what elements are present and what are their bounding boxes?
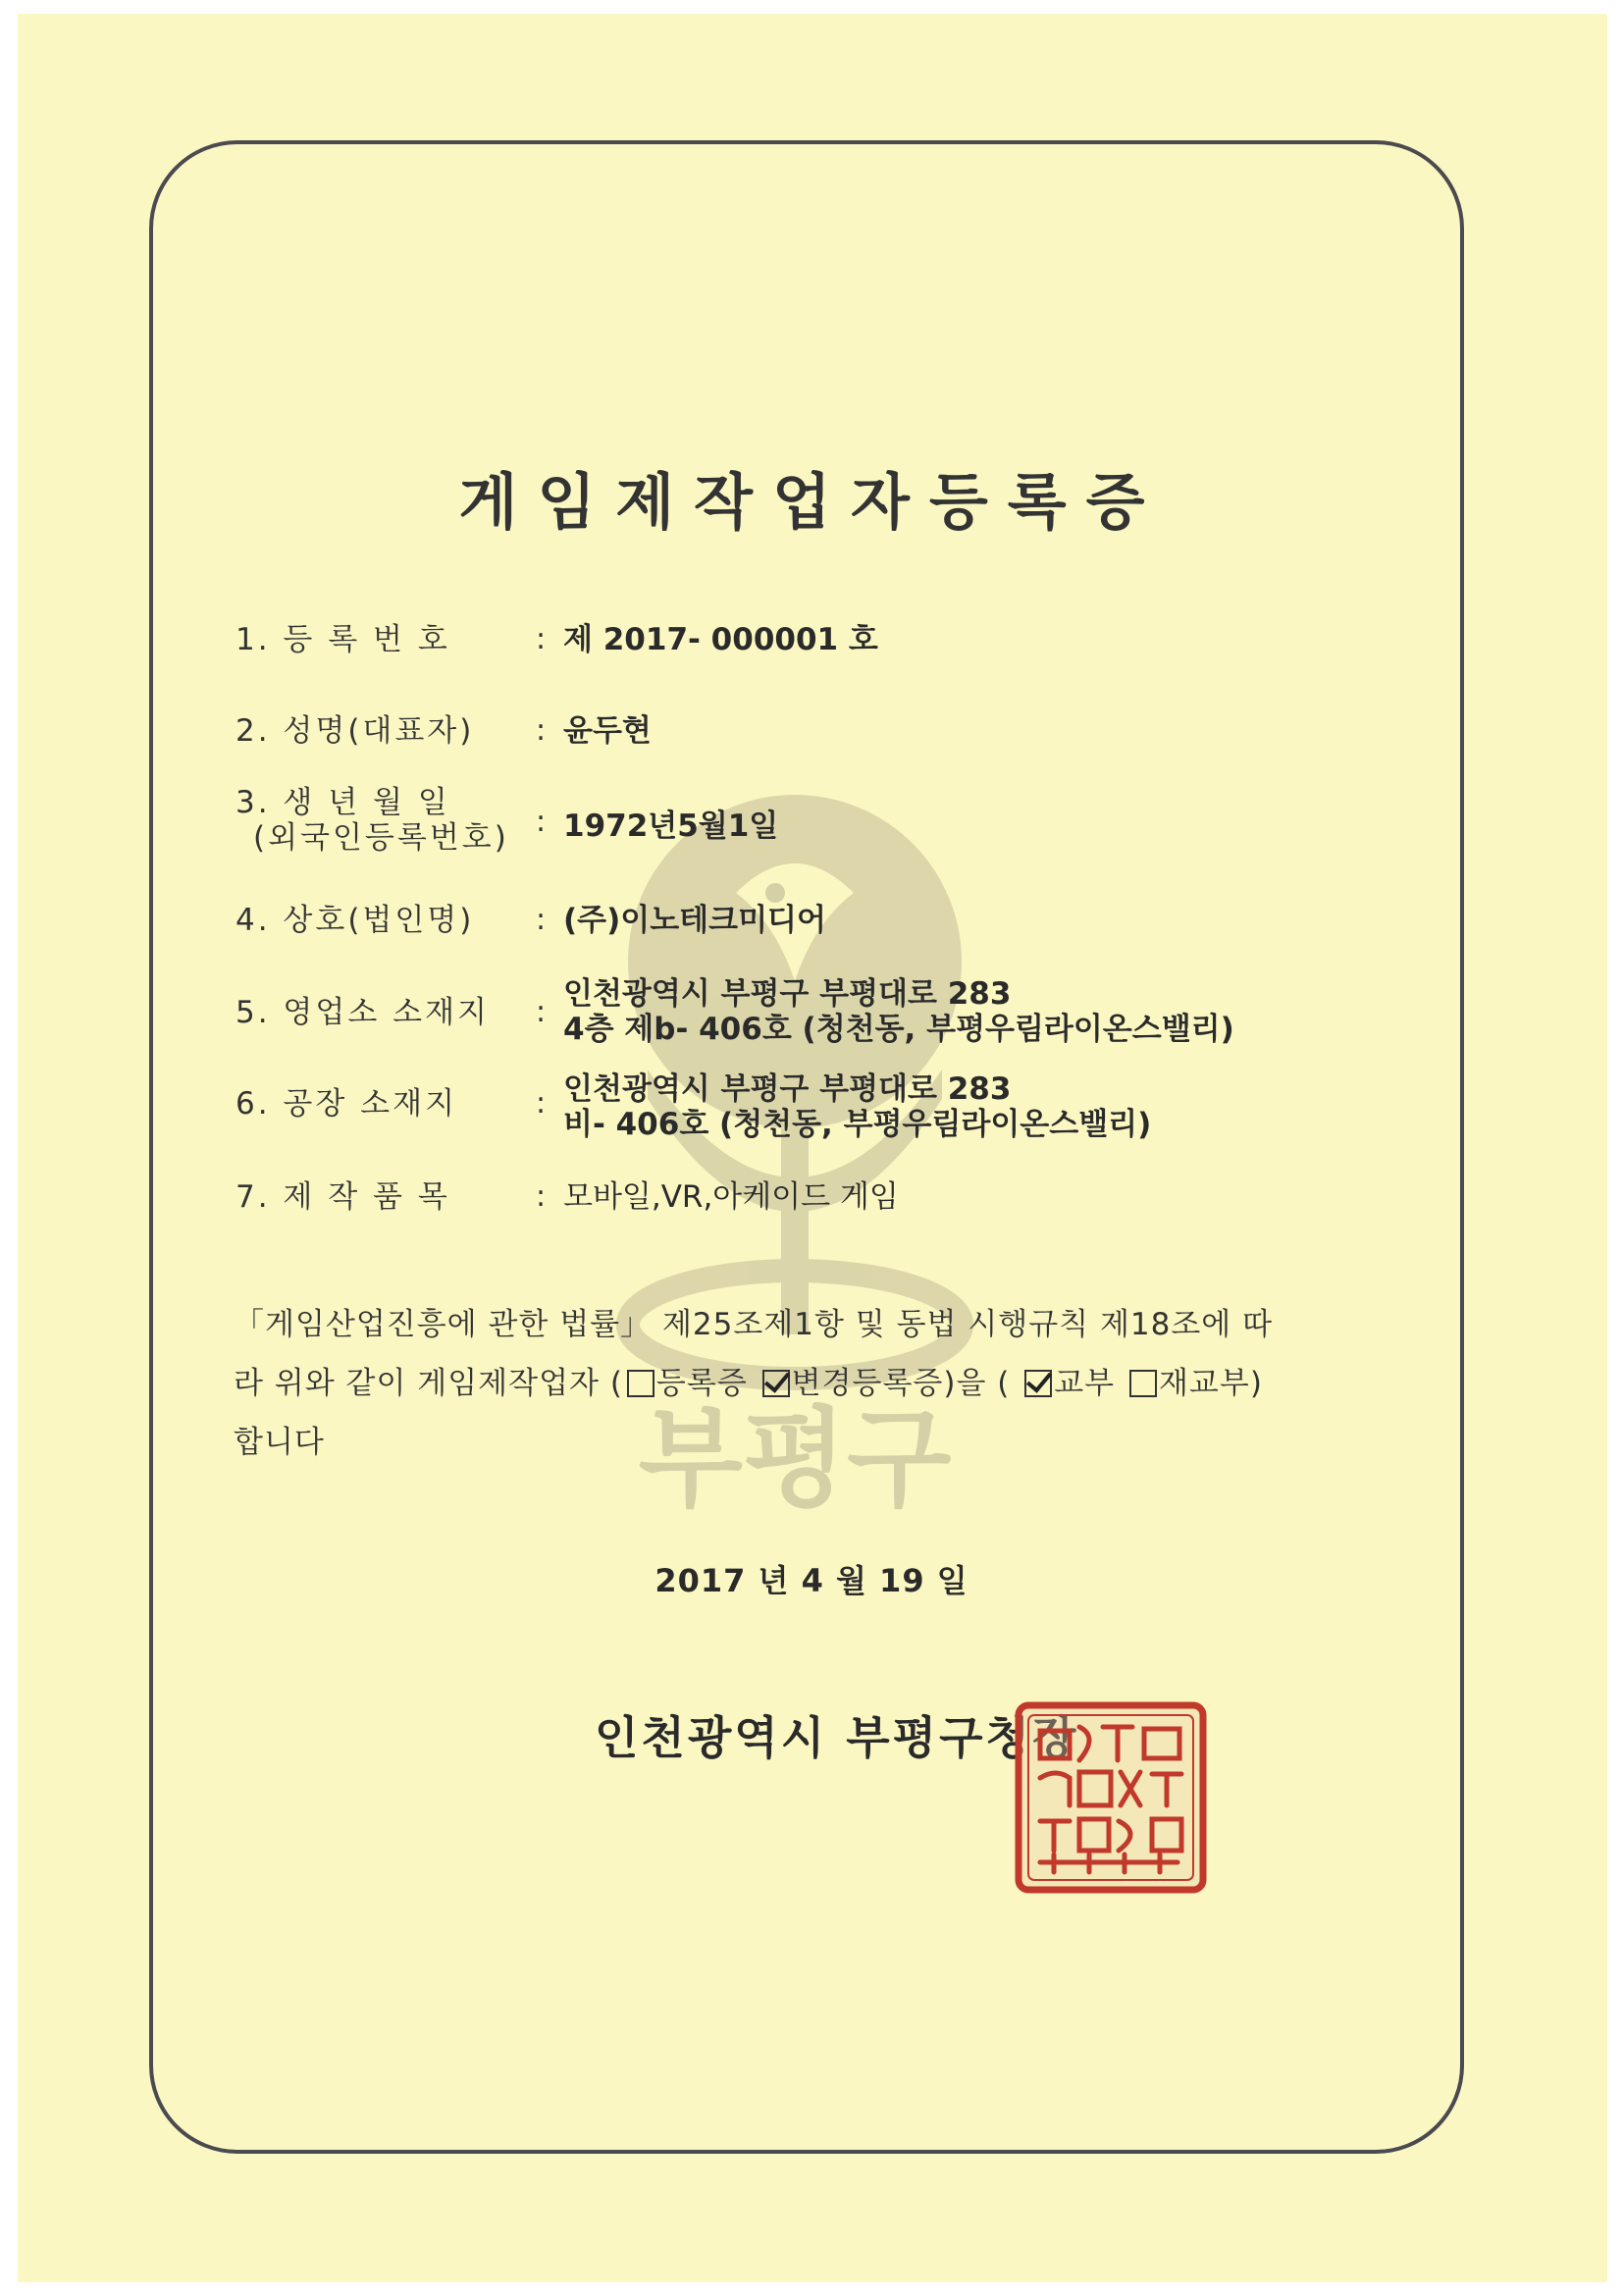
label-line: 3. 생 년 월 일 [236,785,450,820]
register-checkbox[interactable] [627,1370,654,1397]
field-value-birthdate [563,809,778,844]
colon: : [536,622,547,656]
option-reissue-label: 재교부 [1158,1366,1250,1401]
document-title: 게임제작업자등록증 [458,466,1165,538]
statement-line: 「게임산업진흥에 관한 법률」 제25조제1항 및 동법 시행규칙 제18조에 따 [234,1307,1274,1342]
field-label-registration-number: 1. 등 록 번 호 [236,622,450,657]
value-line: 1972년5월1일 [563,809,779,844]
issue-date: 2017 년 4 월 19 일 [654,1562,969,1599]
field-value-business-address [563,976,1234,1047]
issue-checkbox[interactable] [1024,1370,1052,1397]
statement-line [234,1354,1411,1413]
colon: : [536,805,547,839]
option-change-label: 변경등록증 [791,1366,944,1401]
field-value-company-name [563,903,826,938]
change-register-checkbox[interactable] [762,1370,790,1397]
option-register-label: 등록증 [655,1366,748,1401]
field-value-registration-number [563,622,878,657]
value-line: 제 2017- 000001 호 [563,622,878,657]
colon: : [536,1086,547,1121]
colon: : [536,903,547,937]
value-line: 인천광역시 부평구 부평대로 283 [563,976,1012,1012]
colon: : [536,1179,547,1214]
value-line: 비- 406호 (청천동, 부평우림라이온스밸리) [563,1107,1152,1142]
reissue-checkbox[interactable] [1129,1370,1157,1397]
value-line: 인천광역시 부평구 부평대로 283 [563,1071,1012,1107]
value-line: 4층 제b- 406호 (청천동, 부평우림라이온스밸리) [563,1012,1234,1047]
statement-prefix: 라 위와 같이 게임제작업자 ( [234,1366,623,1401]
field-value-products [563,1179,899,1215]
field-value-name [563,713,652,749]
value-line: (주)이노테크미디어 [563,903,826,938]
field-label-company-name: 4. 상호(법인명) [236,903,475,938]
colon: : [536,995,547,1029]
field-label-factory-address: 6. 공장 소재지 [236,1086,458,1122]
statement-suffix: ) [1249,1366,1263,1401]
colon: : [536,713,547,748]
option-issue-label: 교부 [1054,1366,1116,1401]
statement-line: 합니다 [234,1425,325,1460]
issuer-name: 인천광역시 부평구청장 [595,1711,1079,1764]
watermark-text: 부평구 [638,1396,952,1521]
official-seal [1015,1701,1207,1894]
registration-statement [234,1295,1411,1472]
field-value-factory-address [563,1071,1151,1142]
value-line: 모바일,VR,아케이드 게임 [563,1179,899,1215]
field-label-business-address: 5. 영업소 소재지 [236,995,490,1030]
label-line: (외국인등록번호) [253,820,509,856]
field-label-name: 2. 성명(대표자) [236,713,475,749]
field-label-birthdate [236,785,509,856]
statement-mid: )을 ( [943,1366,1011,1401]
value-line: 윤두현 [563,713,652,749]
field-label-products: 7. 제 작 품 목 [236,1179,450,1215]
